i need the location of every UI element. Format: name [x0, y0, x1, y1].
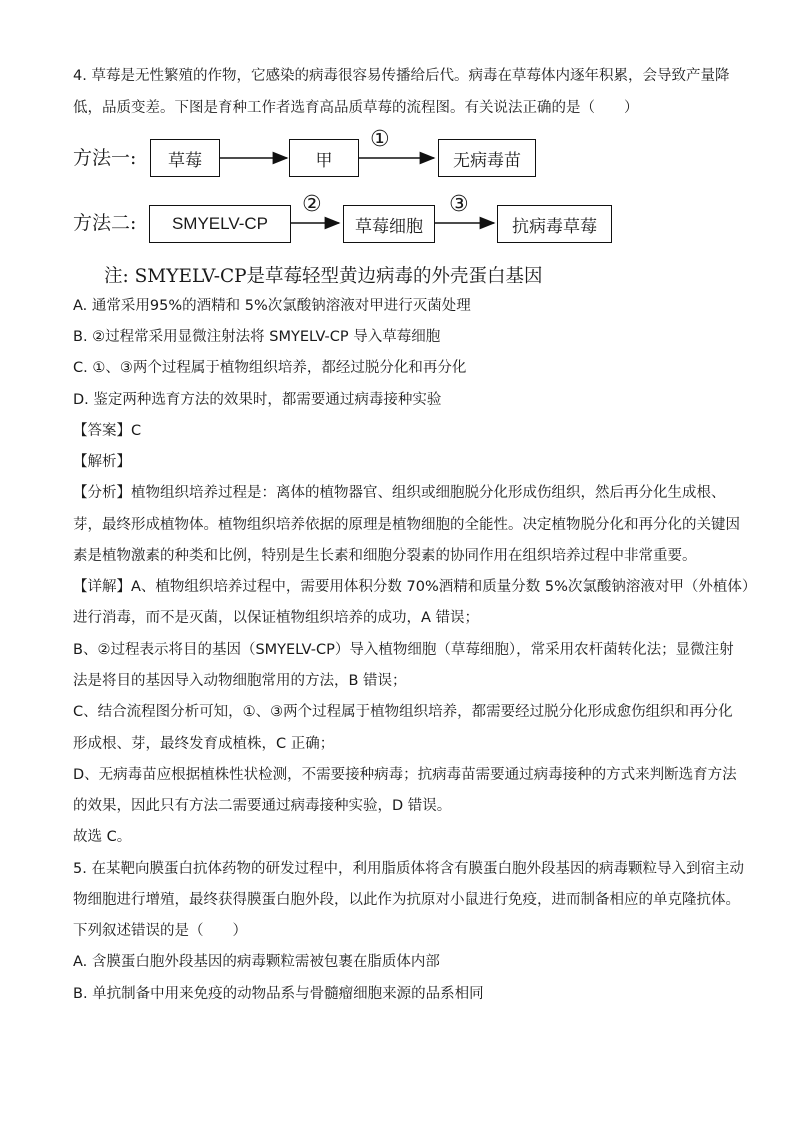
analysis-line: 【分析】植物组织培养过程是：离体的植物器官、组织或细胞脱分化形成伤组织，然后再分化生成根、 — [73, 485, 726, 501]
method2-box-resistant: 抗病毒草莓 — [497, 205, 612, 243]
q5-option-b: B. 单抗制备中用来免疫的动物品系与骨髓瘤细胞来源的品系相同 — [73, 986, 484, 1002]
method1-box-jia: 甲 — [289, 139, 359, 177]
analysis-line: 的效果，因此只有方法二需要通过病毒接种实验，D 错误。 — [73, 798, 452, 814]
method2-box-gene: SMYELV-CP — [149, 205, 291, 243]
analysis-line: C、结合流程图分析可知，①、③两个过程属于植物组织培养，都需要经过脱分化形成愈伤组织和再分化 — [73, 704, 733, 720]
diagram-note: 注: SMYELV-CP是草莓轻型黄边病毒的外壳蛋白基因 — [104, 266, 543, 287]
analysis-line: 【详解】A、植物组织培养过程中，需要用体积分数 70%酒精和质量分数 5%次氯酸钠溶液对甲（外植体） — [73, 579, 757, 595]
analysis-line: 进行消毒，而不是灭菌，以保证植物组织培养的成功，A 错误； — [73, 610, 480, 626]
method2-step-3: ③ — [449, 192, 469, 217]
q4-option-d: D. 鉴定两种选育方法的效果时，都需要通过病毒接种实验 — [73, 392, 442, 408]
method2-box-cell: 草莓细胞 — [343, 205, 435, 243]
q4-option-c: C. ①、③两个过程属于植物组织培养，都经过脱分化和再分化 — [73, 360, 467, 376]
analysis-line: 故选 C。 — [73, 829, 132, 845]
q4-option-b: B. ②过程常采用显微注射法将 SMYELV-CP 导入草莓细胞 — [73, 329, 441, 345]
analysis-line: 形成根、芽，最终发育成植株，C 正确； — [73, 736, 335, 752]
analysis-line: 芽，最终形成植物体。植物组织培养依据的原理是植物细胞的全能性。决定植物脱分化和再分化的关键因 — [73, 517, 740, 533]
method2-step-2: ② — [302, 192, 322, 217]
q4-stem-line-1: 4. 草莓是无性繁殖的作物，它感染的病毒很容易传播给后代。病毒在草莓体内逐年积累，会导致产量降 — [73, 68, 730, 84]
q4-analysis-title: 【解析】 — [73, 454, 131, 470]
method1-box-strawberry: 草莓 — [150, 139, 220, 177]
analysis-line: D、无病毒苗应根据植株性状检测，不需要接种病毒；抗病毒苗需要通过病毒接种的方式来判断选育方法 — [73, 767, 737, 783]
analysis-line: 法是将目的基因导入动物细胞常用的方法，B 错误； — [73, 673, 407, 689]
q5-stem-line-3: 下列叙述错误的是（ ） — [73, 923, 247, 939]
method2-label: 方法二: — [73, 212, 137, 234]
q5-stem-line-1: 5. 在某靶向膜蛋白抗体药物的研发过程中，利用脂质体将含有膜蛋白胞外段基因的病毒颗粒导入到宿主动 — [73, 861, 744, 877]
analysis-line: B、②过程表示将目的基因（SMYELV-CP）导入植物细胞（草莓细胞），常采用农杆菌转化法；显微注射 — [73, 642, 734, 658]
analysis-line: 素是植物激素的种类和比例，特别是生长素和细胞分裂素的协同作用在组织培养过程中非常重要。 — [73, 548, 697, 564]
q4-option-a: A. 通常采用95%的酒精和 5%次氯酸钠溶液对甲进行灭菌处理 — [73, 298, 471, 314]
q4-stem-line-2: 低，品质变差。下图是育种工作者选育高品质草莓的流程图。有关说法正确的是（ ） — [73, 100, 639, 116]
q4-answer: 【答案】C — [73, 423, 142, 439]
q5-option-a: A. 含膜蛋白胞外段基因的病毒颗粒需被包裹在脂质体内部 — [73, 954, 440, 970]
q5-stem-line-2: 物细胞进行增殖，最终获得膜蛋白胞外段，以此作为抗原对小鼠进行免疫，进而制备相应的单克隆抗体。 — [73, 892, 740, 908]
method1-step-1: ① — [370, 127, 390, 152]
method1-label: 方法一: — [73, 147, 137, 169]
method1-box-virus-free: 无病毒苗 — [438, 139, 536, 177]
